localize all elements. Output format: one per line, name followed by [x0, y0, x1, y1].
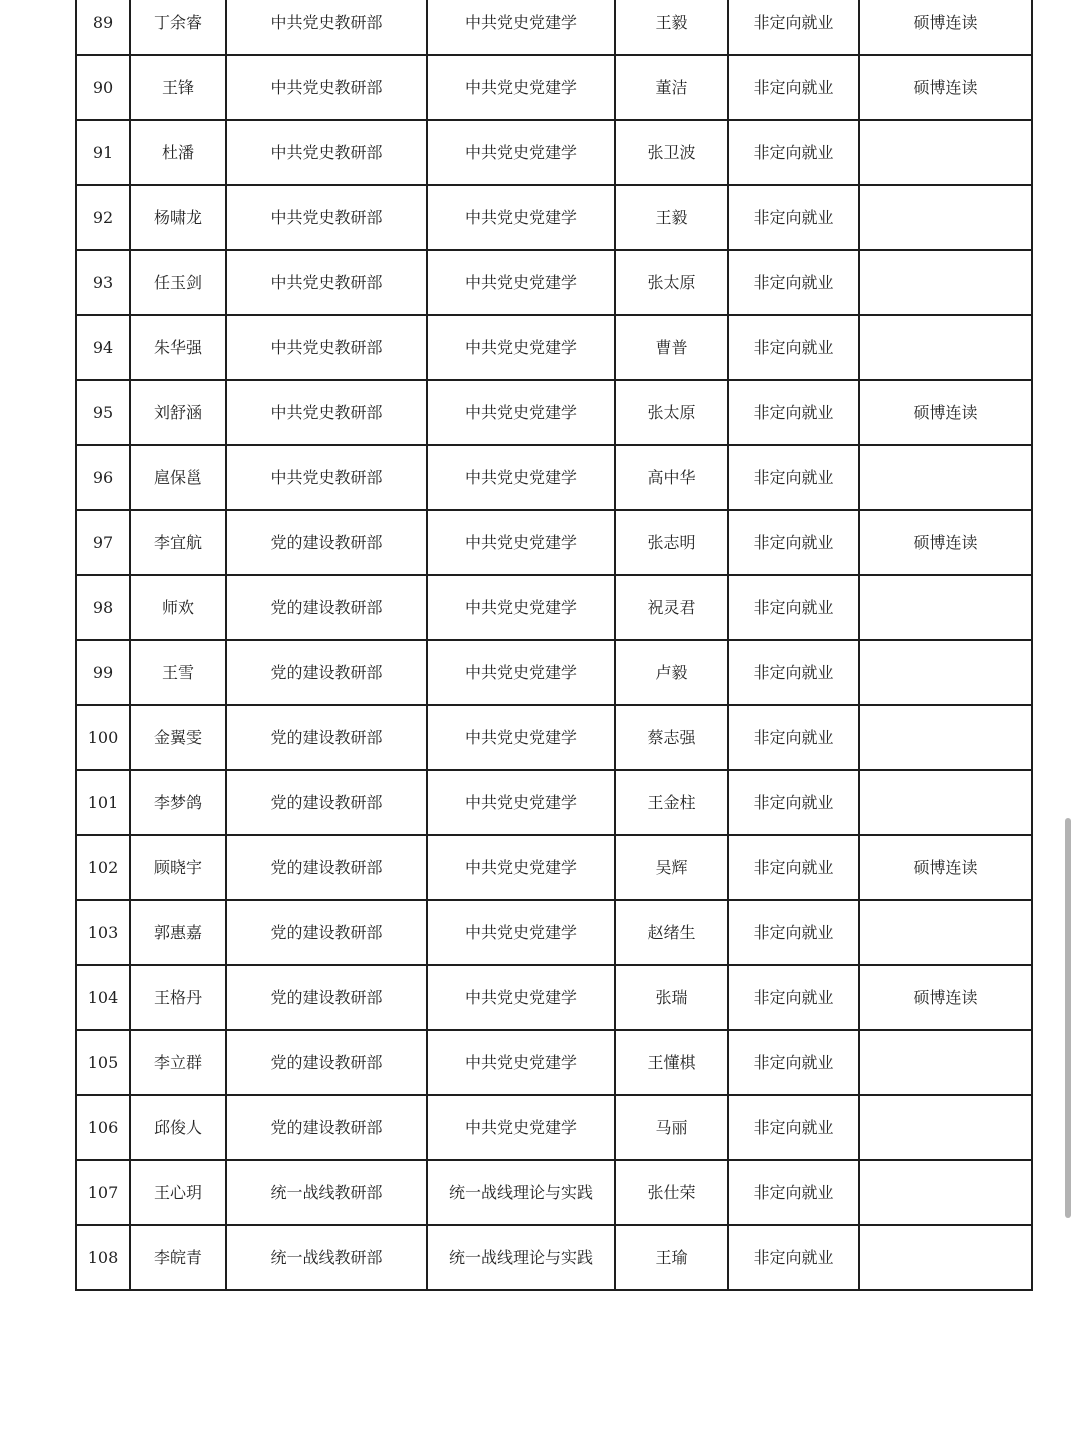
table-row: [76, 1225, 1032, 1290]
cell-no: 90: [76, 55, 130, 120]
cell-advisor: 祝灵君: [615, 575, 728, 640]
table-row: [76, 315, 1032, 380]
cell-employment-type: 非定向就业: [728, 1160, 859, 1225]
cell-advisor: 张志明: [615, 510, 728, 575]
cell-note: [859, 1095, 1032, 1160]
cell-no: 95: [76, 380, 130, 445]
cell-employment-type: 非定向就业: [728, 250, 859, 315]
cell-advisor: 王金柱: [615, 770, 728, 835]
cell-no: 100: [76, 705, 130, 770]
cell-department: 党的建设教研部: [226, 1030, 427, 1095]
cell-major: 统一战线理论与实践: [427, 1160, 615, 1225]
cell-note: [859, 575, 1032, 640]
table-row: [76, 900, 1032, 965]
cell-employment-type: 非定向就业: [728, 380, 859, 445]
cell-no: 96: [76, 445, 130, 510]
table-row: [76, 1160, 1032, 1225]
table-row: [76, 965, 1032, 1030]
cell-department: 党的建设教研部: [226, 510, 427, 575]
cell-note: [859, 185, 1032, 250]
cell-advisor: 王毅: [615, 0, 728, 55]
cell-note: [859, 445, 1032, 510]
vertical-scrollbar[interactable]: [1065, 818, 1071, 1218]
cell-department: 统一战线教研部: [226, 1160, 427, 1225]
cell-name: 王雪: [130, 640, 226, 705]
cell-note: [859, 1160, 1032, 1225]
cell-employment-type: 非定向就业: [728, 640, 859, 705]
cell-employment-type: 非定向就业: [728, 185, 859, 250]
cell-no: 93: [76, 250, 130, 315]
cell-advisor: 吴辉: [615, 835, 728, 900]
cell-department: 党的建设教研部: [226, 900, 427, 965]
cell-major: 中共党史党建学: [427, 445, 615, 510]
cell-name: 邱俊人: [130, 1095, 226, 1160]
cell-department: 中共党史教研部: [226, 185, 427, 250]
cell-advisor: 蔡志强: [615, 705, 728, 770]
cell-major: 中共党史党建学: [427, 250, 615, 315]
cell-advisor: 张太原: [615, 250, 728, 315]
cell-major: 中共党史党建学: [427, 315, 615, 380]
cell-major: 中共党史党建学: [427, 380, 615, 445]
table-row: [76, 835, 1032, 900]
cell-no: 104: [76, 965, 130, 1030]
cell-note: [859, 705, 1032, 770]
table-row: [76, 0, 1032, 55]
cell-note: [859, 900, 1032, 965]
table-row: [76, 705, 1032, 770]
cell-department: 中共党史教研部: [226, 315, 427, 380]
cell-employment-type: 非定向就业: [728, 1095, 859, 1160]
table-row: [76, 510, 1032, 575]
cell-major: 中共党史党建学: [427, 1095, 615, 1160]
cell-note: [859, 770, 1032, 835]
cell-department: 中共党史教研部: [226, 120, 427, 185]
table-row: [76, 185, 1032, 250]
cell-note: 硕博连读: [859, 0, 1032, 55]
cell-name: 任玉剑: [130, 250, 226, 315]
cell-name: 扈保邕: [130, 445, 226, 510]
cell-advisor: 张卫波: [615, 120, 728, 185]
cell-note: 硕博连读: [859, 55, 1032, 120]
cell-advisor: 王懂棋: [615, 1030, 728, 1095]
cell-advisor: 卢毅: [615, 640, 728, 705]
cell-name: 王格丹: [130, 965, 226, 1030]
cell-no: 98: [76, 575, 130, 640]
table-row: [76, 55, 1032, 120]
cell-note: [859, 1030, 1032, 1095]
cell-name: 李梦鸽: [130, 770, 226, 835]
cell-advisor: 王瑜: [615, 1225, 728, 1290]
table-row: [76, 445, 1032, 510]
cell-major: 中共党史党建学: [427, 770, 615, 835]
cell-note: [859, 315, 1032, 380]
cell-no: 101: [76, 770, 130, 835]
cell-name: 刘舒涵: [130, 380, 226, 445]
cell-no: 92: [76, 185, 130, 250]
cell-department: 中共党史教研部: [226, 0, 427, 55]
cell-name: 杨啸龙: [130, 185, 226, 250]
cell-employment-type: 非定向就业: [728, 965, 859, 1030]
cell-employment-type: 非定向就业: [728, 1225, 859, 1290]
cell-major: 中共党史党建学: [427, 575, 615, 640]
cell-no: 99: [76, 640, 130, 705]
cell-department: 党的建设教研部: [226, 770, 427, 835]
cell-employment-type: 非定向就业: [728, 510, 859, 575]
table-row: [76, 250, 1032, 315]
cell-advisor: 王毅: [615, 185, 728, 250]
cell-employment-type: 非定向就业: [728, 1030, 859, 1095]
cell-note: 硕博连读: [859, 380, 1032, 445]
cell-no: 97: [76, 510, 130, 575]
cell-department: 党的建设教研部: [226, 835, 427, 900]
cell-employment-type: 非定向就业: [728, 315, 859, 380]
cell-no: 102: [76, 835, 130, 900]
student-roster-table: [75, 0, 1033, 1291]
cell-major: 中共党史党建学: [427, 640, 615, 705]
cell-department: 中共党史教研部: [226, 380, 427, 445]
cell-note: 硕博连读: [859, 510, 1032, 575]
cell-employment-type: 非定向就业: [728, 900, 859, 965]
cell-department: 中共党史教研部: [226, 250, 427, 315]
cell-name: 杜潘: [130, 120, 226, 185]
table-row: [76, 770, 1032, 835]
cell-no: 107: [76, 1160, 130, 1225]
cell-name: 丁余睿: [130, 0, 226, 55]
cell-note: [859, 640, 1032, 705]
cell-note: [859, 1225, 1032, 1290]
cell-department: 党的建设教研部: [226, 1095, 427, 1160]
cell-name: 郭惠嘉: [130, 900, 226, 965]
cell-note: 硕博连读: [859, 965, 1032, 1030]
table-row: [76, 120, 1032, 185]
cell-major: 中共党史党建学: [427, 510, 615, 575]
cell-name: 李立群: [130, 1030, 226, 1095]
cell-department: 中共党史教研部: [226, 445, 427, 510]
cell-no: 89: [76, 0, 130, 55]
cell-advisor: 高中华: [615, 445, 728, 510]
cell-note: [859, 120, 1032, 185]
cell-advisor: 董洁: [615, 55, 728, 120]
table-row: [76, 575, 1032, 640]
cell-major: 中共党史党建学: [427, 835, 615, 900]
cell-advisor: 曹普: [615, 315, 728, 380]
cell-advisor: 张瑞: [615, 965, 728, 1030]
cell-major: 中共党史党建学: [427, 705, 615, 770]
cell-no: 91: [76, 120, 130, 185]
cell-major: 中共党史党建学: [427, 185, 615, 250]
table-row: [76, 1095, 1032, 1160]
cell-name: 李皖青: [130, 1225, 226, 1290]
cell-no: 105: [76, 1030, 130, 1095]
cell-employment-type: 非定向就业: [728, 770, 859, 835]
cell-name: 金翼雯: [130, 705, 226, 770]
cell-note: 硕博连读: [859, 835, 1032, 900]
table-row: [76, 1030, 1032, 1095]
cell-employment-type: 非定向就业: [728, 120, 859, 185]
roster-body: [76, 0, 1032, 1290]
cell-department: 党的建设教研部: [226, 705, 427, 770]
cell-employment-type: 非定向就业: [728, 705, 859, 770]
cell-name: 师欢: [130, 575, 226, 640]
cell-no: 106: [76, 1095, 130, 1160]
cell-name: 顾晓宇: [130, 835, 226, 900]
cell-major: 中共党史党建学: [427, 900, 615, 965]
cell-major: 中共党史党建学: [427, 1030, 615, 1095]
cell-major: 中共党史党建学: [427, 120, 615, 185]
cell-major: 中共党史党建学: [427, 965, 615, 1030]
cell-no: 94: [76, 315, 130, 380]
cell-note: [859, 250, 1032, 315]
cell-employment-type: 非定向就业: [728, 55, 859, 120]
cell-major: 中共党史党建学: [427, 55, 615, 120]
cell-no: 108: [76, 1225, 130, 1290]
cell-major: 统一战线理论与实践: [427, 1225, 615, 1290]
cell-employment-type: 非定向就业: [728, 575, 859, 640]
cell-employment-type: 非定向就业: [728, 0, 859, 55]
cell-advisor: 张太原: [615, 380, 728, 445]
cell-department: 中共党史教研部: [226, 55, 427, 120]
cell-employment-type: 非定向就业: [728, 445, 859, 510]
cell-employment-type: 非定向就业: [728, 835, 859, 900]
cell-name: 朱华强: [130, 315, 226, 380]
cell-advisor: 张仕荣: [615, 1160, 728, 1225]
cell-no: 103: [76, 900, 130, 965]
cell-name: 王心玥: [130, 1160, 226, 1225]
cell-advisor: 赵绪生: [615, 900, 728, 965]
table-row: [76, 380, 1032, 445]
cell-name: 王锋: [130, 55, 226, 120]
cell-major: 中共党史党建学: [427, 0, 615, 55]
cell-department: 党的建设教研部: [226, 965, 427, 1030]
cell-advisor: 马丽: [615, 1095, 728, 1160]
cell-department: 统一战线教研部: [226, 1225, 427, 1290]
cell-department: 党的建设教研部: [226, 640, 427, 705]
table-row: [76, 640, 1032, 705]
cell-department: 党的建设教研部: [226, 575, 427, 640]
cell-name: 李宜航: [130, 510, 226, 575]
